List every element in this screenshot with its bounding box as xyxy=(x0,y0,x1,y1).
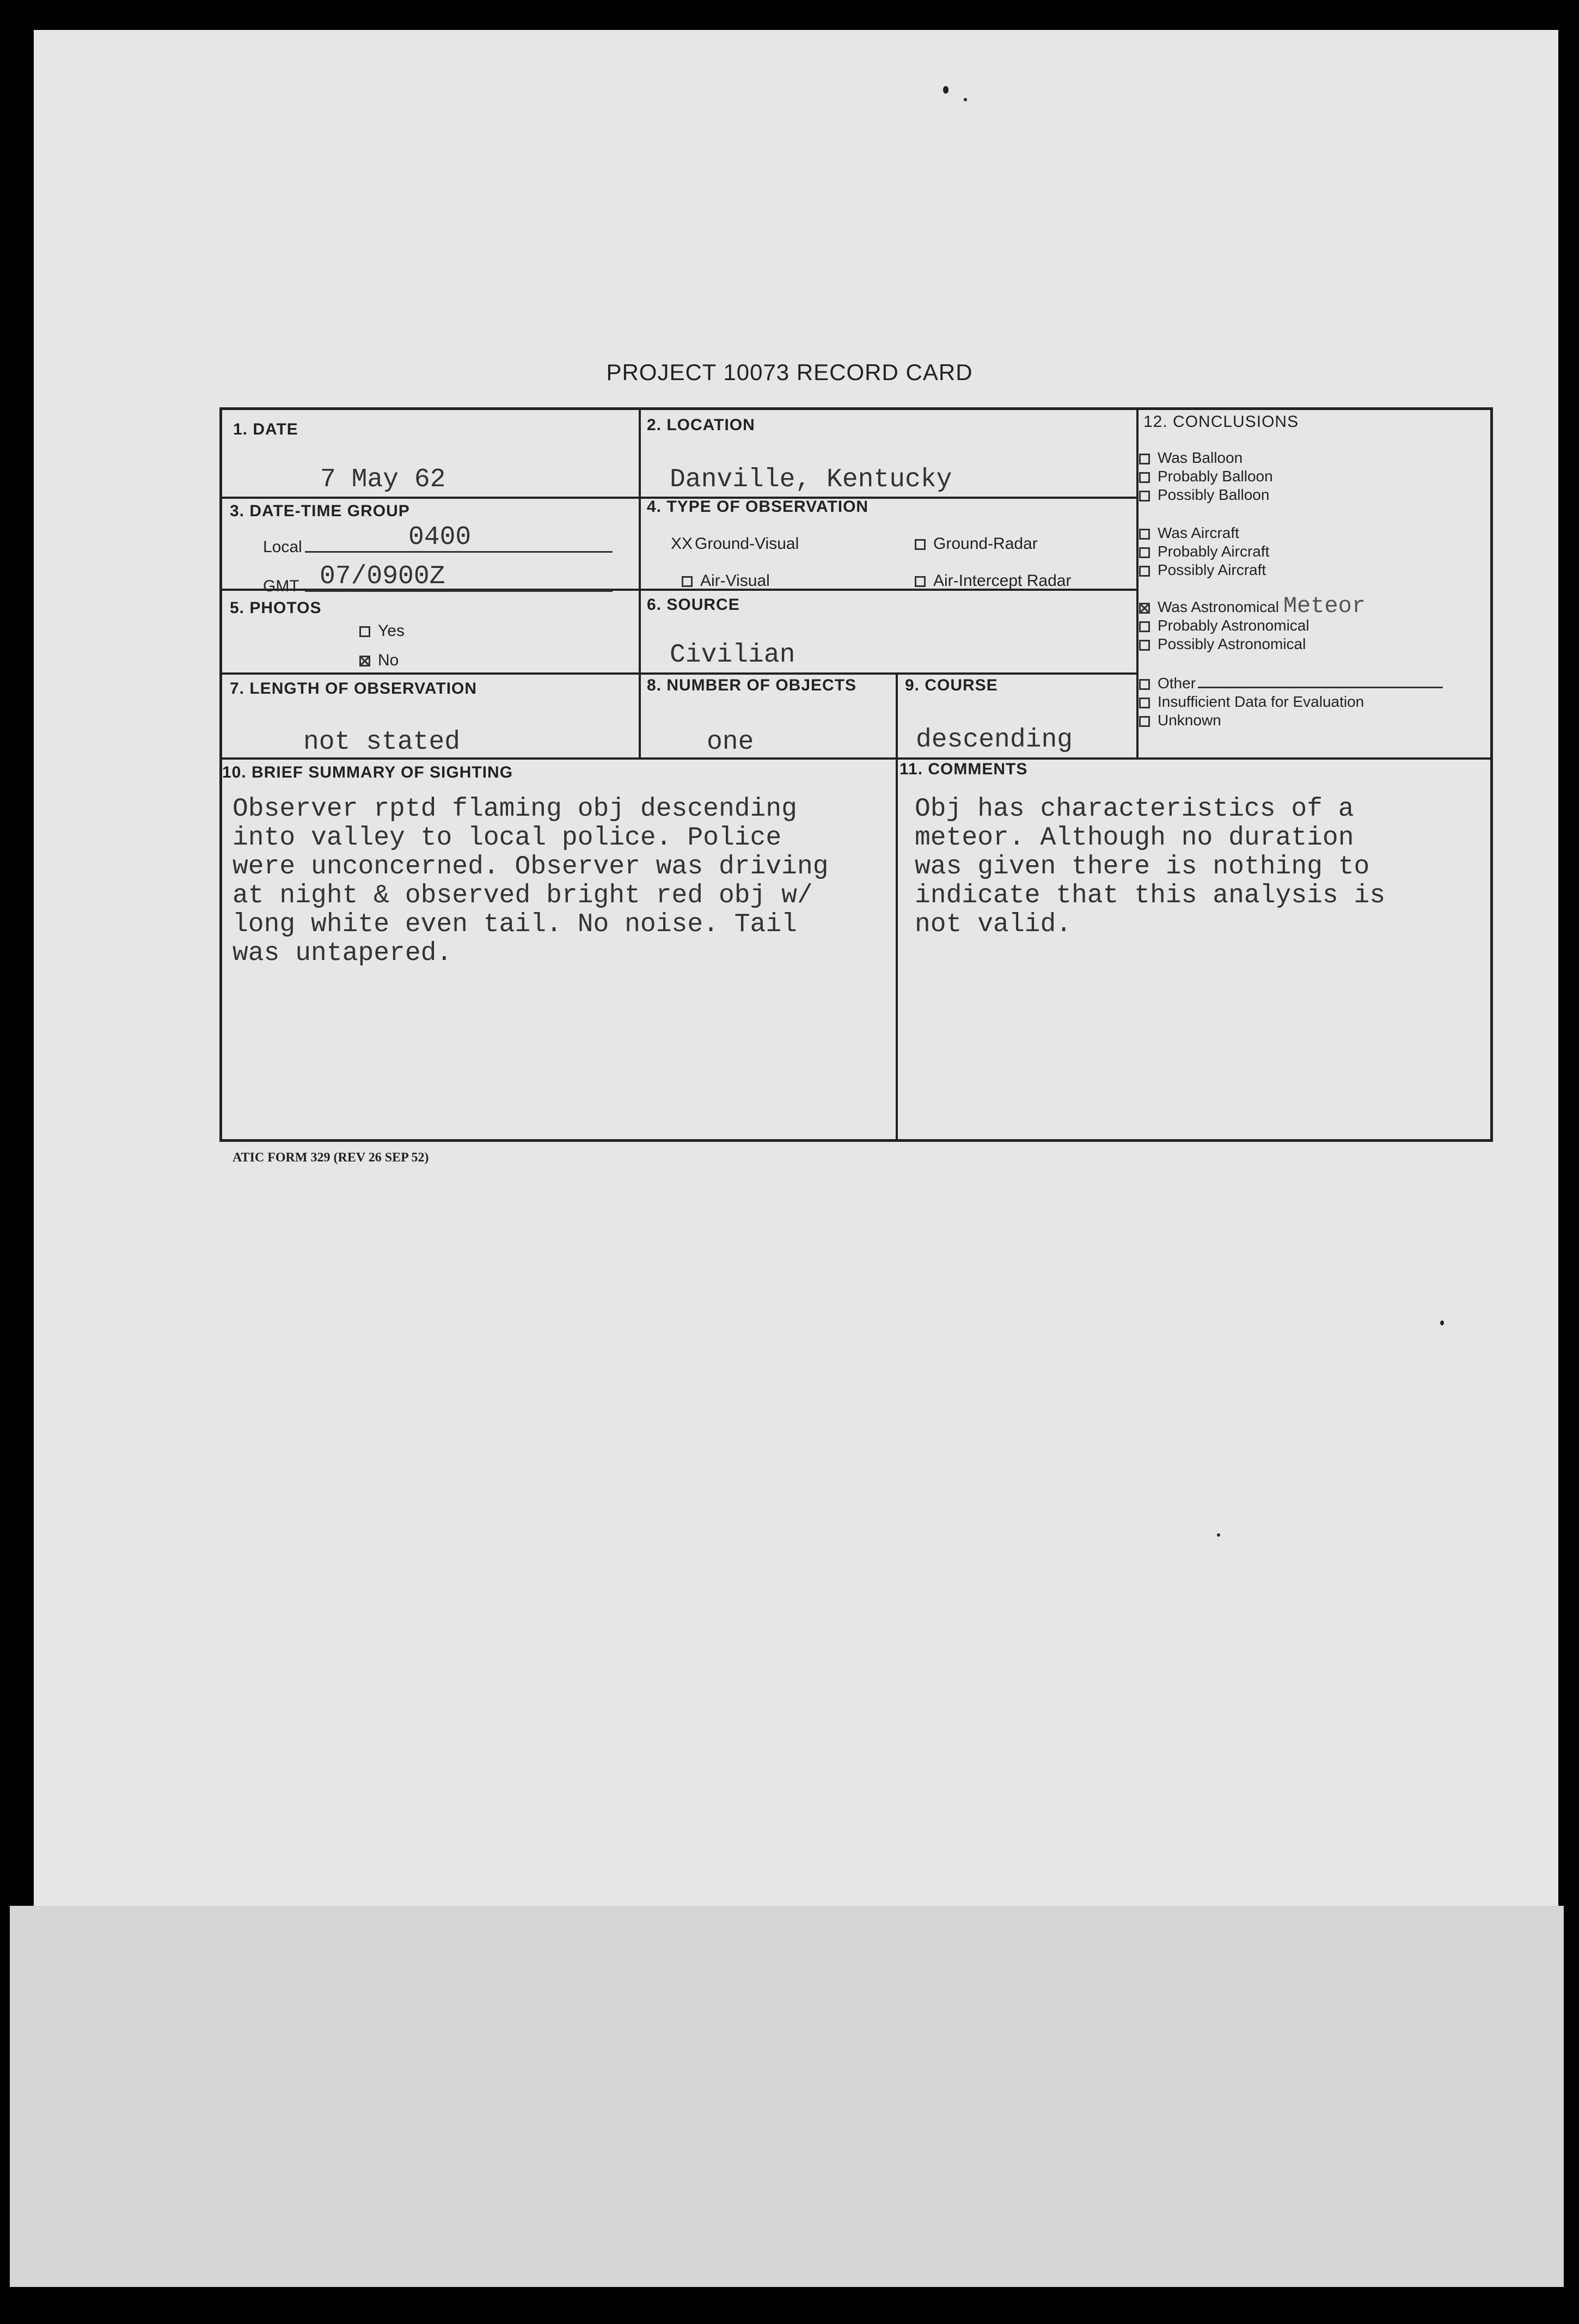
checkbox-icon xyxy=(1139,472,1150,483)
photos-no-option xyxy=(359,651,399,670)
ground-radar-option xyxy=(915,535,1038,553)
comments-line: indicate that this analysis is xyxy=(915,881,1386,910)
conclusion-text: Possibly Astronomical xyxy=(1158,635,1306,652)
divider xyxy=(222,672,1137,675)
date-value: 7 May 62 xyxy=(320,465,446,494)
photos-yes-option xyxy=(359,622,405,640)
summary-line: long white even tail. No noise. Tail xyxy=(232,910,797,939)
comments-line: not valid. xyxy=(915,910,1072,939)
course-value: descending xyxy=(916,725,1073,755)
checkbox-icon xyxy=(1139,547,1150,558)
checkbox-icon xyxy=(1139,698,1150,708)
summary-line: into valley to local police. Police xyxy=(232,823,782,853)
summary-line: were unconcerned. Observer was driving xyxy=(232,852,829,882)
conclusion-text: Probably Balloon xyxy=(1158,468,1273,485)
conclusion-option xyxy=(1139,616,1366,635)
dust-speck xyxy=(964,98,967,101)
checkbox-icon xyxy=(1139,679,1150,690)
conclusion-text: Possibly Aircraft xyxy=(1158,561,1266,578)
other-underline xyxy=(1198,687,1443,688)
divider xyxy=(896,757,898,1142)
conclusions-label: 12. CONCLUSIONS xyxy=(1143,413,1299,431)
gmt-label: GMT xyxy=(263,577,299,595)
checkbox-icon xyxy=(1139,640,1150,651)
comments-text xyxy=(915,795,1385,939)
form-footer: ATIC FORM 329 (REV 26 SEP 52) xyxy=(232,1151,429,1165)
course-label: 9. COURSE xyxy=(905,676,998,694)
ground-visual-text: Ground-Visual xyxy=(695,535,799,553)
checkbox-icon xyxy=(1139,566,1150,577)
checkbox-icon xyxy=(1139,454,1150,464)
air-intercept-radar-text: Air-Intercept Radar xyxy=(933,572,1072,590)
location-value: Danville, Kentucky xyxy=(670,465,952,494)
conclusion-text: Was Balloon xyxy=(1158,449,1243,466)
conclusion-option xyxy=(1139,711,1443,730)
dust-speck xyxy=(943,86,948,94)
conclusion-text: Unknown xyxy=(1158,712,1221,729)
conclusion-option xyxy=(1139,693,1443,711)
date-time-group-label: 3. DATE-TIME GROUP xyxy=(230,502,410,520)
conclusion-option-checked xyxy=(1139,593,1366,619)
checked-checkbox-icon xyxy=(359,656,370,666)
date-label: 1. DATE xyxy=(233,420,298,438)
air-visual-text: Air-Visual xyxy=(700,572,770,590)
dust-speck xyxy=(1217,1533,1220,1537)
checked-checkbox-icon xyxy=(1139,603,1150,614)
local-time-value: 0400 xyxy=(408,523,472,552)
gmt-value: 07/0900Z xyxy=(320,562,445,591)
comments-line: Obj has characteristics of a xyxy=(915,794,1354,824)
conclusion-option xyxy=(1139,486,1273,504)
local-time-label: Local xyxy=(263,538,302,556)
checkbox-icon xyxy=(1139,491,1150,502)
dust-speck xyxy=(1440,1320,1444,1325)
type-of-observation-label: 4. TYPE OF OBSERVATION xyxy=(647,498,869,516)
conclusion-option xyxy=(1139,674,1443,693)
checkbox-icon xyxy=(1139,716,1150,727)
summary-text xyxy=(232,795,829,968)
conclusion-option xyxy=(1139,467,1273,486)
meteor-note: Meteor xyxy=(1283,593,1366,619)
conclusions-balloon-group xyxy=(1139,449,1273,504)
divider xyxy=(639,410,641,759)
summary-line: at night & observed bright red obj w/ xyxy=(232,881,813,910)
card-title: PROJECT 10073 RECORD CARD xyxy=(606,359,973,385)
number-of-objects-label: 8. NUMBER OF OBJECTS xyxy=(647,676,857,694)
divider xyxy=(896,672,898,759)
conclusion-text: Probably Astronomical xyxy=(1158,617,1309,634)
air-intercept-radar-option xyxy=(915,572,1071,590)
conclusion-option xyxy=(1139,449,1273,467)
length-of-observation-label: 7. LENGTH OF OBSERVATION xyxy=(230,680,478,698)
conclusions-other-group xyxy=(1139,674,1443,730)
summary-line: was untapered. xyxy=(232,939,452,968)
checkbox-icon xyxy=(915,576,926,587)
checkbox-icon xyxy=(915,539,926,550)
conclusion-option xyxy=(1139,561,1269,579)
conclusion-option xyxy=(1139,542,1269,561)
comments-line: meteor. Although no duration xyxy=(915,823,1354,853)
length-of-observation-value: not stated xyxy=(303,727,461,757)
comments-line: was given there is nothing to xyxy=(915,852,1370,882)
film-margin xyxy=(10,1906,1564,2287)
conclusion-option xyxy=(1139,524,1269,542)
location-label: 2. LOCATION xyxy=(647,416,755,434)
checkbox-icon xyxy=(682,576,693,587)
conclusion-text: Insufficient Data for Evaluation xyxy=(1158,693,1364,710)
checkbox-icon xyxy=(1139,621,1150,632)
photos-yes-text: Yes xyxy=(378,622,405,640)
photos-label: 5. PHOTOS xyxy=(230,599,322,617)
ground-visual-option xyxy=(671,535,799,553)
air-visual-option xyxy=(682,572,770,590)
checkbox-icon xyxy=(359,626,370,637)
ground-visual-check-mark: XX xyxy=(671,535,693,553)
divider xyxy=(1136,410,1139,759)
comments-label: 11. COMMENTS xyxy=(899,760,1028,778)
summary-line: Observer rptd flaming obj descending xyxy=(232,794,797,824)
conclusion-text: Probably Aircraft xyxy=(1158,543,1270,560)
conclusion-text: Was Astronomical xyxy=(1158,598,1280,615)
conclusion-option xyxy=(1139,635,1366,653)
conclusions-astronomical-group xyxy=(1139,593,1366,653)
divider xyxy=(222,757,1491,760)
summary-label: 10. BRIEF SUMMARY OF SIGHTING xyxy=(222,763,513,781)
source-label: 6. SOURCE xyxy=(647,596,740,614)
source-value: Civilian xyxy=(670,640,795,670)
checkbox-icon xyxy=(1139,529,1150,540)
conclusion-text: Other xyxy=(1158,675,1196,692)
photos-no-text: No xyxy=(378,651,399,669)
conclusion-text: Was Aircraft xyxy=(1158,524,1239,541)
conclusions-aircraft-group xyxy=(1139,524,1269,579)
conclusion-text: Possibly Balloon xyxy=(1158,486,1270,503)
number-of-objects-value: one xyxy=(707,727,754,757)
ground-radar-text: Ground-Radar xyxy=(933,535,1038,553)
